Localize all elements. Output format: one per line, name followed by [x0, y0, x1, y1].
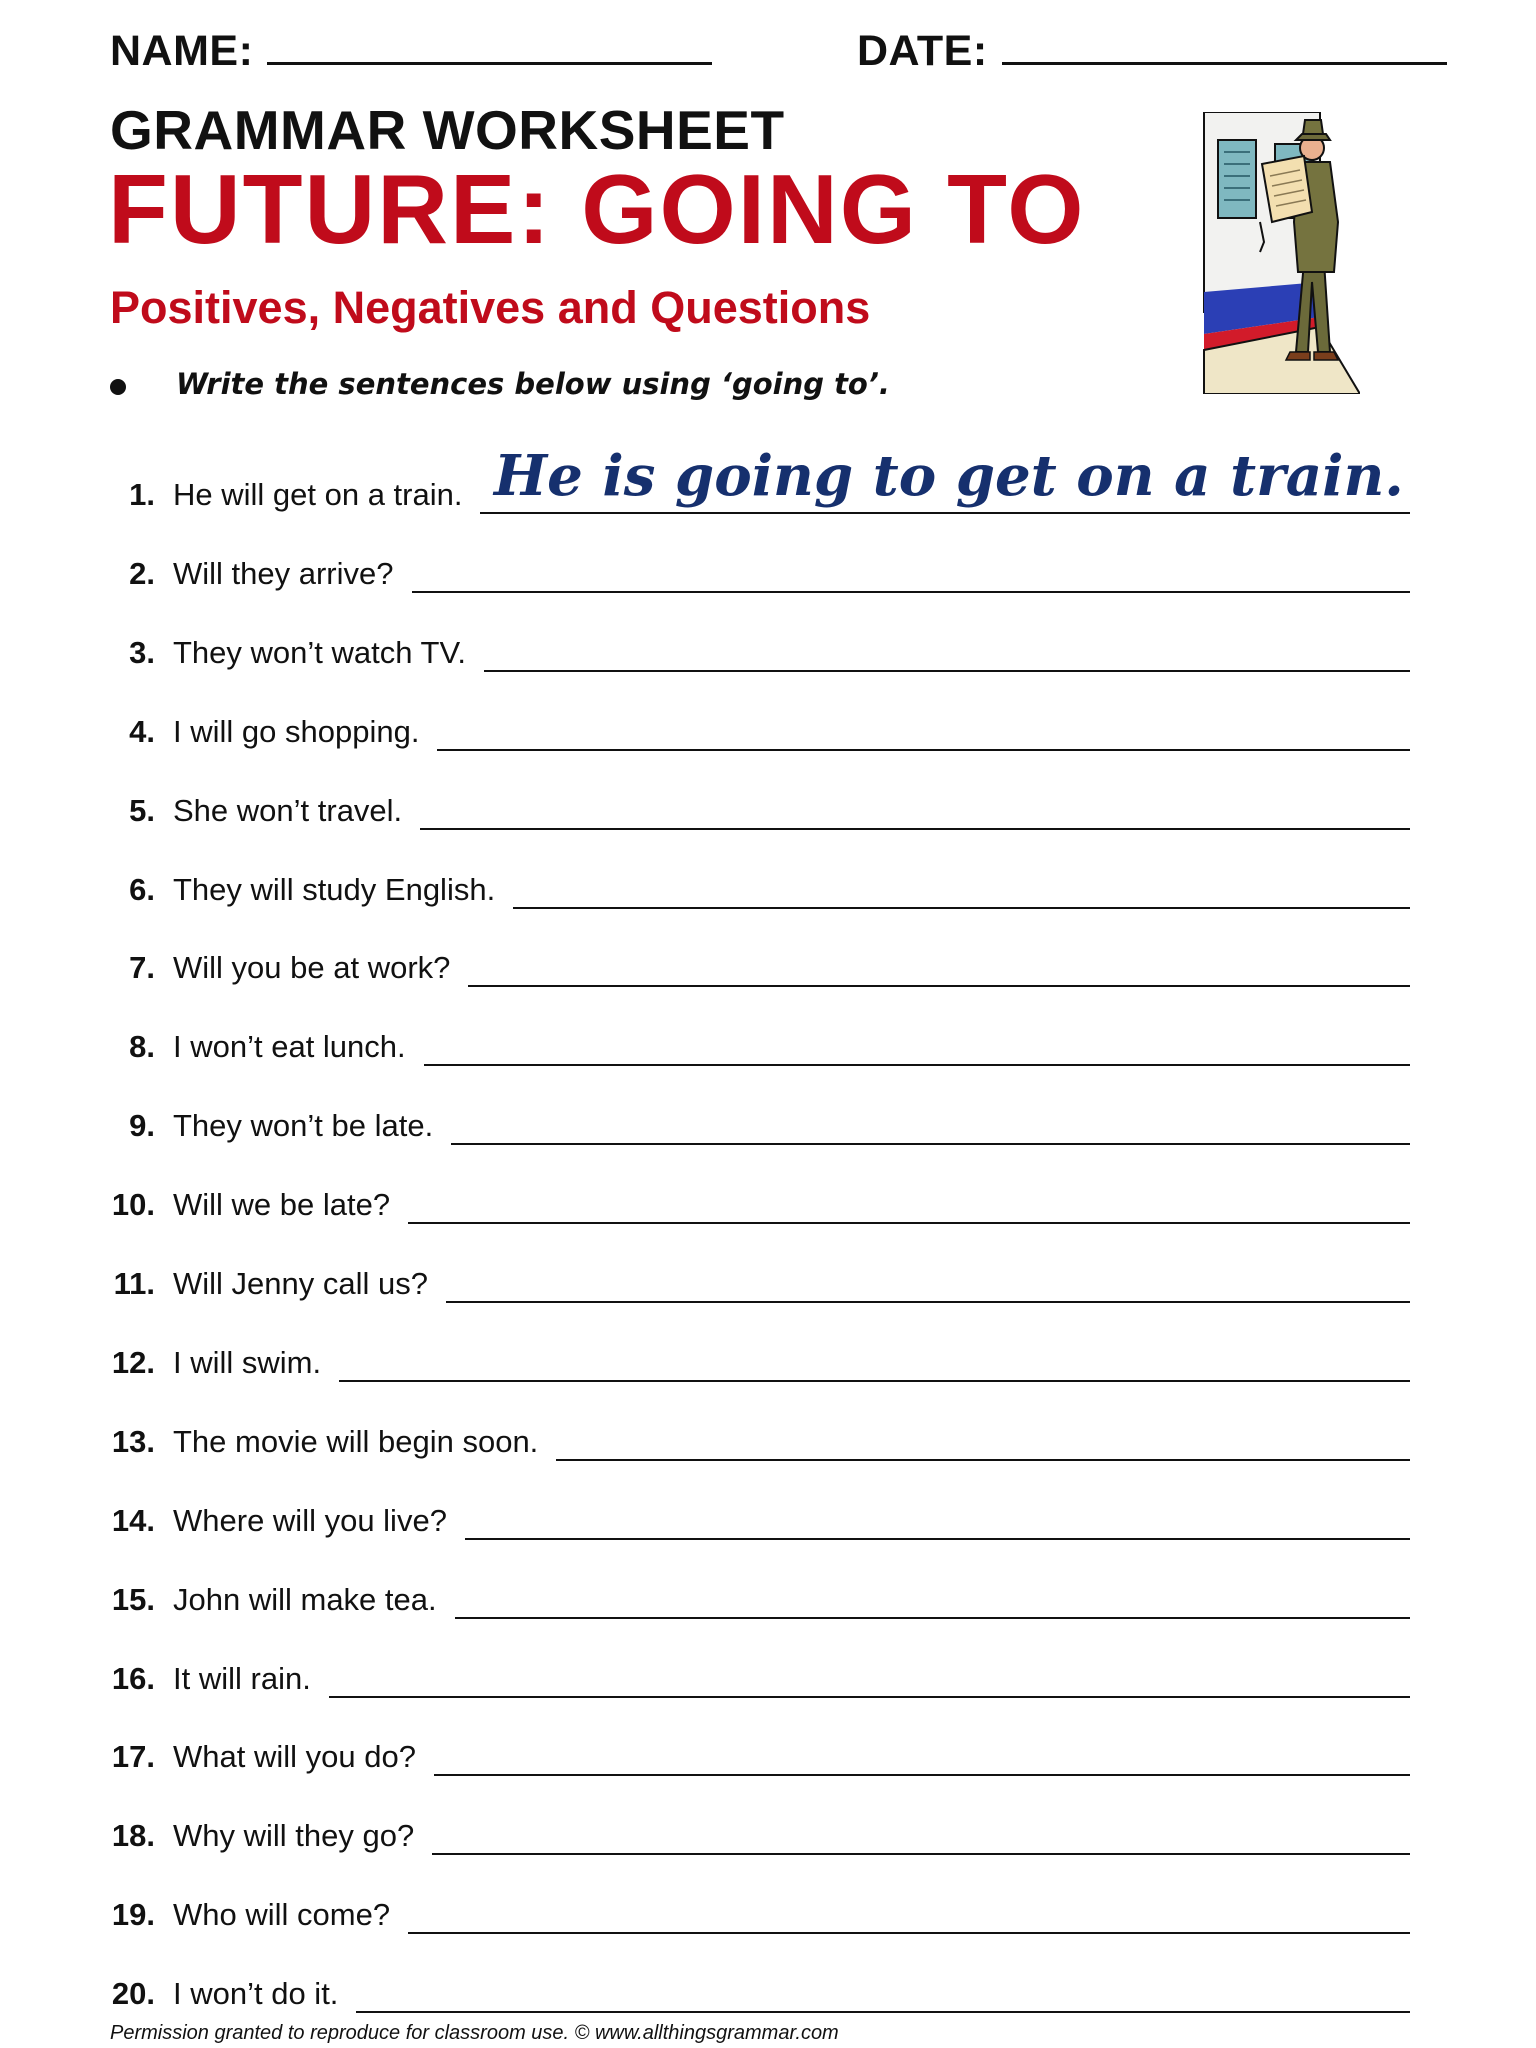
exercise-number: 11. — [113, 1266, 155, 1301]
exercise-item — [0, 1160, 1420, 1223]
exercise-item — [0, 1397, 1420, 1457]
exercise-number: 12. — [111, 1344, 155, 1380]
exercise-item — [0, 923, 1420, 986]
exercise-item — [0, 845, 1420, 905]
name-label: NAME: — [110, 27, 254, 75]
exercise-prompt: Where will you live? — [173, 1502, 447, 1538]
exercise-prompt: I will swim. — [173, 1344, 322, 1380]
answer-line[interactable] — [408, 1222, 1410, 1224]
answer-line[interactable] — [455, 1617, 1410, 1619]
exercise-number: 3. — [129, 634, 155, 670]
date-label: DATE: — [857, 27, 988, 75]
exercise-item — [0, 1555, 1420, 1615]
exercise-item — [0, 1634, 1420, 1694]
exercise-prompt: Who will come? — [173, 1897, 391, 1933]
exercise-number: 4. — [129, 713, 155, 749]
answer-line[interactable] — [420, 828, 1410, 830]
page-title: FUTURE: GOING TO — [108, 154, 1086, 264]
answer-line[interactable] — [468, 985, 1410, 987]
exercise-prompt: I won’t do it. — [173, 1976, 339, 2012]
exercise-number: 13. — [111, 1423, 155, 1459]
exercise-number: 18. — [111, 1818, 155, 1854]
answer-line[interactable] — [329, 1696, 1410, 1698]
exercise-item — [0, 1870, 1420, 1933]
date-field[interactable] — [857, 24, 1447, 76]
exercise-number: 5. — [129, 792, 155, 828]
exercise-number: 1. — [129, 477, 155, 512]
name-input-line[interactable] — [267, 24, 712, 65]
exercise-item — [0, 608, 1420, 668]
exercise-item — [0, 1002, 1420, 1065]
exercise-item — [0, 766, 1420, 826]
exercise-prompt: I won’t eat lunch. — [173, 1029, 406, 1065]
worksheet-label: GRAMMAR WORKSHEET — [110, 99, 785, 161]
answer-line[interactable] — [556, 1459, 1410, 1461]
exercise-number: 10. — [111, 1187, 155, 1223]
exercise-number: 8. — [129, 1029, 155, 1065]
answer-line[interactable] — [513, 907, 1410, 909]
exercise-prompt: Will you be at work? — [173, 950, 451, 986]
date-input-line[interactable] — [1002, 24, 1447, 65]
exercise-number: 19. — [111, 1897, 155, 1933]
exercise-prompt: She won’t travel. — [173, 792, 403, 828]
train-platform-illustration — [1200, 112, 1360, 394]
exercise-prompt: I will go shopping. — [173, 713, 420, 749]
exercise-prompt: John will make tea. — [173, 1581, 437, 1617]
exercise-item — [0, 529, 1420, 589]
exercise-prompt: He will get on a train. — [173, 477, 463, 512]
exercise-item — [0, 1476, 1420, 1536]
answer-line[interactable] — [451, 1143, 1410, 1145]
exercise-prompt: Why will they go? — [173, 1818, 415, 1854]
exercise-prompt: Will we be late? — [173, 1187, 391, 1223]
answer-line[interactable] — [446, 1301, 1410, 1303]
exercise-prompt: They won’t be late. — [173, 1108, 434, 1144]
answer-line[interactable] — [424, 1064, 1410, 1066]
exercise-number: 2. — [129, 555, 155, 591]
exercise-number: 9. — [129, 1108, 155, 1144]
exercise-number: 6. — [129, 871, 155, 907]
exercise-number: 17. — [111, 1739, 155, 1775]
answer-line[interactable] — [480, 512, 1410, 514]
answer-line[interactable] — [465, 1538, 1410, 1540]
exercise-number: 7. — [129, 950, 155, 986]
exercise-prompt: It will rain. — [173, 1660, 311, 1696]
exercise-item — [0, 442, 1420, 512]
handwritten-answer: He is going to get on a train. — [494, 442, 1404, 509]
exercise-prompt: Will they arrive? — [173, 555, 394, 591]
instruction-text: Write the sentences below using ‘going to’. — [176, 367, 890, 401]
answer-line[interactable] — [412, 591, 1410, 593]
bullet-icon — [110, 379, 126, 395]
exercise-item — [0, 1239, 1420, 1299]
exercise-prompt: Will Jenny call us? — [173, 1266, 428, 1301]
exercise-item — [0, 687, 1420, 747]
answer-line[interactable] — [356, 2011, 1410, 2013]
exercise-number: 14. — [111, 1502, 155, 1538]
exercise-item — [0, 1712, 1420, 1775]
exercise-prompt: The movie will begin soon. — [173, 1423, 539, 1459]
answer-line[interactable] — [432, 1853, 1410, 1855]
answer-line[interactable] — [339, 1380, 1410, 1382]
answer-line[interactable] — [484, 670, 1410, 672]
exercise-prompt: They will study English. — [173, 871, 496, 907]
page-subtitle: Positives, Negatives and Questions — [110, 282, 871, 333]
exercise-number: 15. — [111, 1581, 155, 1617]
exercise-prompt: They won’t watch TV. — [173, 634, 466, 670]
exercise-prompt: What will you do? — [173, 1739, 416, 1775]
exercise-item — [0, 1081, 1420, 1144]
exercise-item — [0, 1791, 1420, 1854]
answer-line[interactable] — [408, 1932, 1410, 1934]
answer-line[interactable] — [434, 1774, 1410, 1776]
footer-permission: Permission granted to reproduce for classroom use. © www.allthingsgrammar.com — [110, 2022, 839, 2044]
exercise-item — [0, 1949, 1420, 2012]
answer-line[interactable] — [437, 749, 1410, 751]
name-field[interactable] — [110, 24, 712, 76]
exercise-number: 20. — [111, 1976, 155, 2012]
exercise-number: 16. — [111, 1660, 155, 1696]
exercise-item — [0, 1318, 1420, 1378]
